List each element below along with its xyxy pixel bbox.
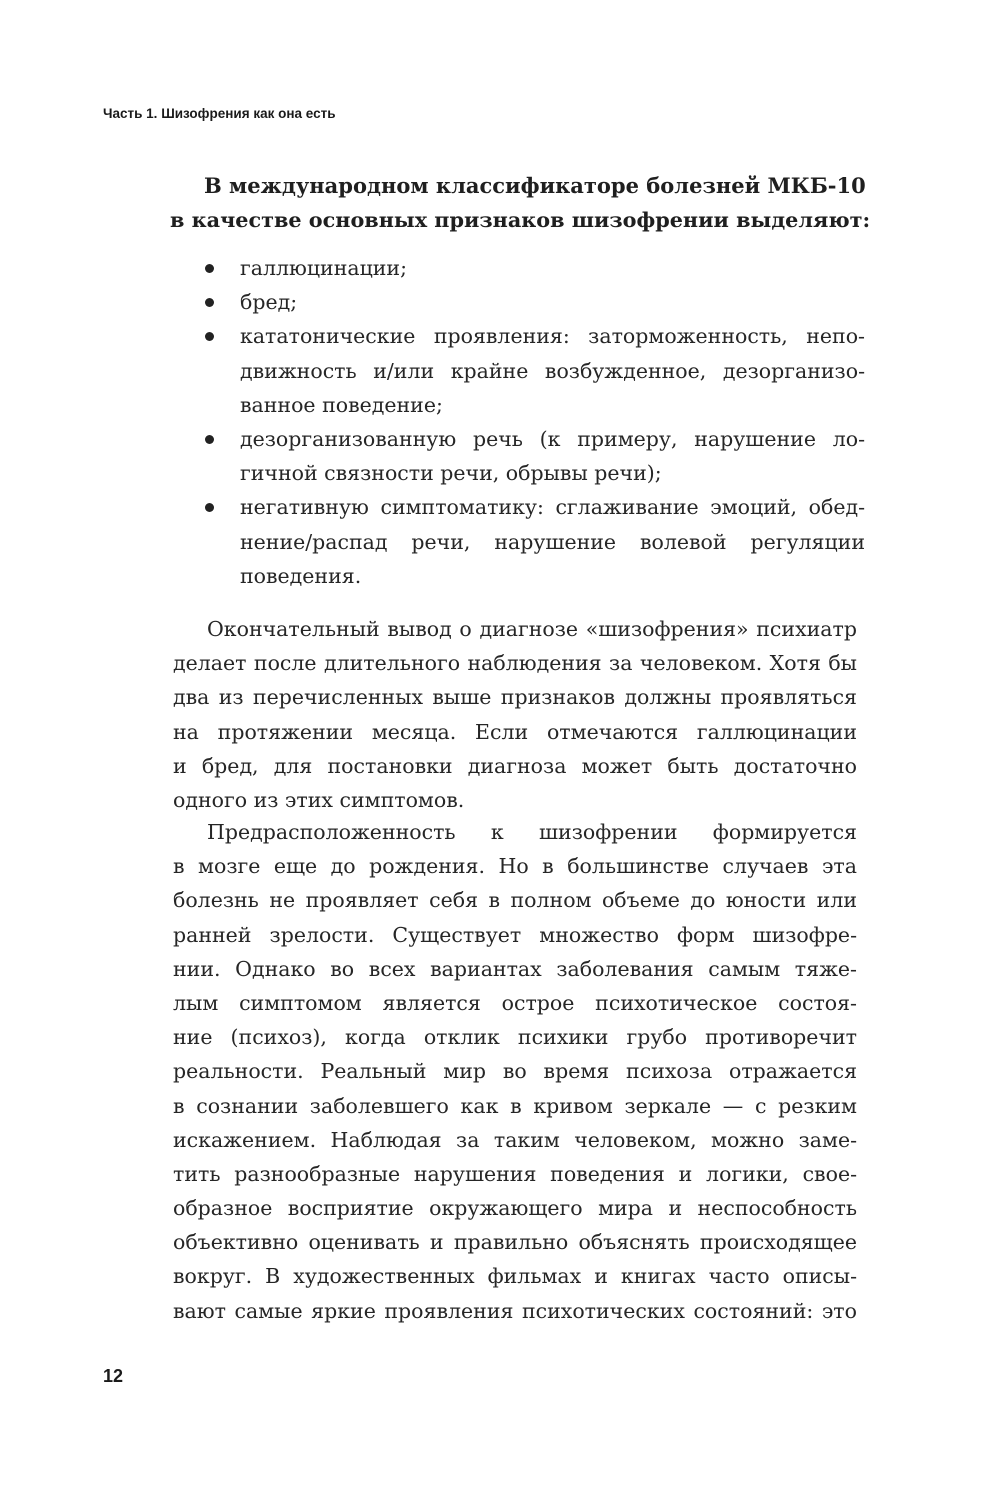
paragraph-line: два из перечисленных выше признаков должны проявляться xyxy=(173,685,857,710)
symptom-item xyxy=(205,285,865,319)
paragraph-line: ранней зрелости. Существует множество форм шизофре- xyxy=(173,922,857,947)
symptom-line: нение/распад речи, нарушение волевой регуляции xyxy=(240,529,865,554)
page-number: 12 xyxy=(103,1366,124,1386)
symptom-line: поведения. xyxy=(240,563,362,588)
paragraph-line: тить разнообразные нарушения поведения и логики, свое- xyxy=(173,1161,857,1186)
symptom-line: негативную симптоматику: сглаживание эмоций, обед- xyxy=(240,495,865,520)
running-head xyxy=(103,106,336,121)
symptom-list xyxy=(205,251,865,593)
bullet-icon xyxy=(205,264,214,273)
paragraph-line: лым симптомом является острое психотическое состоя- xyxy=(173,990,857,1015)
symptom-line: бред; xyxy=(240,290,298,315)
symptom-line: движность и/или крайне возбужденное, дезорганизо- xyxy=(240,358,865,383)
paragraph xyxy=(173,612,857,817)
running-head-part: Часть 1. xyxy=(103,106,158,121)
paragraph-line: болезнь не проявляет себя в полном объеме до юности или xyxy=(173,888,857,913)
heading-line: В международном классификаторе болезней МКБ-10 xyxy=(204,173,866,198)
paragraph-line: вокруг. В художественных фильмах и книгах часто описы- xyxy=(173,1264,857,1289)
paragraph-line: ние (психоз), когда отклик психики грубо противоречит xyxy=(173,1025,857,1050)
paragraph xyxy=(173,815,857,1328)
paragraph-line: Предрасположенность к шизофрении формируется xyxy=(207,820,857,844)
paragraph-line: Окончательный вывод о диагнозе «шизофрения» психиатр xyxy=(207,617,857,641)
symptom-item xyxy=(205,251,865,285)
paragraph-line: на протяжении месяца. Если отмечаются галлюцинации xyxy=(173,719,857,744)
paragraph-line: искажением. Наблюдая за таким человеком, можно заме- xyxy=(173,1127,857,1152)
bullet-icon xyxy=(205,332,214,341)
bullet-icon xyxy=(205,503,214,512)
paragraph-line: нии. Однако во всех вариантах заболевания самым тяже- xyxy=(173,956,857,981)
paragraph-line: в сознании заболевшего как в кривом зеркале — с резким xyxy=(173,1093,857,1118)
paragraph-line: и бред, для постановки диагноза может быть достаточно xyxy=(173,753,857,778)
paragraph-line: одного из этих симптомов. xyxy=(173,787,465,812)
heading-line: в качестве основных признаков шизофрении выделяют: xyxy=(170,208,871,232)
section-heading xyxy=(170,168,870,238)
paragraph-line: делает после длительного наблюдения за человеком. Хотя бы xyxy=(173,651,857,676)
symptom-line: гичной связности речи, обрывы речи); xyxy=(240,461,662,486)
bullet-icon xyxy=(205,435,214,444)
symptom-item xyxy=(205,319,865,422)
symptom-item xyxy=(205,422,865,490)
paragraph-line: реальности. Реальный мир во время психоза отражается xyxy=(173,1059,857,1084)
symptom-line: галлюцинации; xyxy=(240,256,408,280)
running-head-title: Шизофрения как она есть xyxy=(161,106,336,121)
symptom-line: дезорганизованную речь (к примеру, нарушение ло- xyxy=(240,426,865,451)
symptom-item xyxy=(205,490,865,593)
paragraph-line: образное восприятие окружающего мира и неспособность xyxy=(173,1196,857,1221)
symptom-line: кататонические проявления: заторможенность, непо- xyxy=(240,324,865,349)
paragraph-line: вают самые яркие проявления психотических состояний: это xyxy=(173,1298,857,1323)
symptom-line: ванное поведение; xyxy=(240,392,443,417)
paragraph-line: объективно оценивать и правильно объяснять происходящее xyxy=(173,1230,857,1255)
paragraph-line: в мозге еще до рождения. Но в большинстве случаев эта xyxy=(173,854,857,879)
bullet-icon xyxy=(205,298,214,307)
